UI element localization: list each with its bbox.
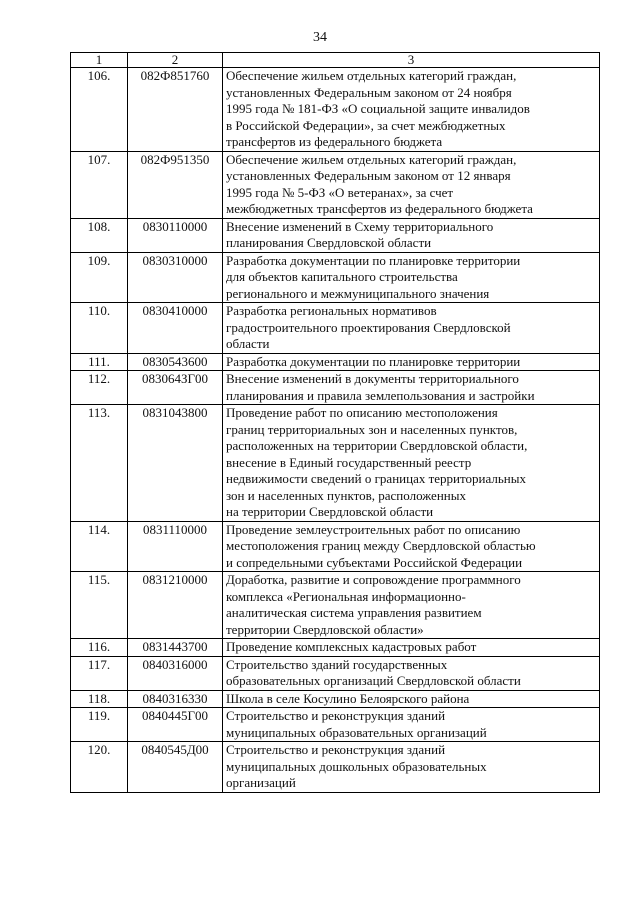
row-description [223,656,600,690]
description-line: муниципальных образовательных организаций [226,724,487,740]
row-number: 116. [71,639,128,657]
table-row [71,742,600,793]
header-col-3: 3 [223,53,600,68]
row-description [223,252,600,303]
row-description [223,521,600,572]
row-description [223,572,600,639]
description-line: Обеспечение жильем отдельных категорий граждан, [226,151,517,167]
description-line: планирования и правила землепользования и застройки [226,387,535,403]
description-line: межбюджетных трансфертов из федерального бюджета [226,201,533,216]
row-number: 109. [71,252,128,303]
description-line: Внесение изменений в Схему территориального [226,218,494,234]
description-line: Внесение изменений в документы территориального [226,371,519,386]
description-line: Строительство и реконструкция зданий [226,708,446,723]
row-description [223,405,600,522]
budget-codes-table [70,52,600,793]
description-line: местоположения границ между Свердловской областью [226,538,536,553]
description-line: территории Свердловской области» [226,621,424,637]
row-code: 0840545Д00 [128,742,223,793]
description-line: Школа в селе Косулино Белоярского района [226,690,470,706]
description-line: расположенных на территории Свердловской области, [226,438,528,453]
row-code: 0830543600 [128,353,223,371]
row-description [223,68,600,152]
row-number: 118. [71,690,128,708]
description-line: 1995 года № 181-ФЗ «О социальной защите инвалидов [226,101,530,116]
row-code: 0840316000 [128,656,223,690]
description-line: градостроительного проектирования Свердловской [226,319,511,335]
table-row [71,405,600,522]
description-line: Строительство и реконструкция зданий [226,742,446,757]
row-description [223,690,600,708]
row-description [223,742,600,793]
table-header [71,53,600,68]
description-line: комплекса «Региональная информационно- [226,588,466,604]
description-line: установленных Федеральным законом от 12 января [226,168,511,183]
header-row [71,53,600,68]
row-code: 0831210000 [128,572,223,639]
row-number: 113. [71,405,128,522]
table-row [71,218,600,252]
row-code: 0840316330 [128,690,223,708]
table-row [71,521,600,572]
row-code: 0830310000 [128,252,223,303]
table-body [71,68,600,793]
row-number: 110. [71,303,128,354]
description-line: на территории Свердловской области [226,504,434,519]
row-code: 0840445Г00 [128,708,223,742]
row-code: 0830410000 [128,303,223,354]
description-line: регионального и межмуниципального значения [226,285,490,301]
row-code: 082Ф951350 [128,151,223,218]
description-line: муниципальных дошкольных образовательных [226,758,487,774]
table-row [71,303,600,354]
description-line: Разработка документации по планировке территории [226,353,521,369]
row-code: 083064ЗГ00 [128,371,223,405]
row-code: 0831110000 [128,521,223,572]
row-description [223,353,600,371]
table-row [71,639,600,657]
description-line: 1995 года № 5-ФЗ «О ветеранах», за счет [226,184,454,200]
table-row [71,252,600,303]
row-code: 082Ф851760 [128,68,223,152]
row-number: 106. [71,68,128,152]
table-row [71,68,600,152]
row-number: 108. [71,218,128,252]
row-code: 0831443700 [128,639,223,657]
row-number: 117. [71,656,128,690]
row-description [223,708,600,742]
table-row [71,572,600,639]
table-row [71,708,600,742]
description-line: области [226,336,270,351]
row-description [223,371,600,405]
description-line: планирования Свердловской области [226,235,432,250]
description-line: и сопредельными субъектами Российской Федерации [226,554,523,570]
row-number: 115. [71,572,128,639]
table-row [71,690,600,708]
table-row [71,656,600,690]
page-number: 34 [313,30,327,45]
description-line: Доработка, развитие и сопровождение программного [226,572,521,587]
row-code: 0831043800 [128,405,223,522]
description-line: аналитическая система управления развитием [226,605,482,620]
row-description [223,151,600,218]
table-row [71,353,600,371]
description-line: в Российской Федерации», за счет межбюджетных [226,117,506,133]
description-line: Обеспечение жильем отдельных категорий граждан, [226,68,517,83]
row-description [223,218,600,252]
description-line: Проведение землеустроительных работ по описанию [226,521,521,537]
description-line: образовательных организаций Свердловской области [226,673,521,688]
description-line: установленных Федеральным законом от 24 ноября [226,84,512,100]
row-number: 111. [71,353,128,371]
description-line: зон и населенных пунктов, расположенных [226,487,466,503]
header-col-1: 1 [71,53,128,68]
row-description [223,303,600,354]
description-line: Проведение работ по описанию местоположения [226,405,498,420]
row-code: 0830110000 [128,218,223,252]
description-line: границ территориальных зон и населенных пунктов, [226,421,518,437]
header-col-2: 2 [128,53,223,68]
row-number: 112. [71,371,128,405]
description-line: внесение в Единый государственный реестр [226,454,472,470]
description-line: для объектов капитального строительства [226,269,458,284]
description-line: Строительство зданий государственных [226,656,448,672]
row-number: 114. [71,521,128,572]
description-line: трансфертов из федерального бюджета [226,134,443,149]
row-description [223,639,600,657]
description-line: недвижимости сведений о границах территориальных [226,471,526,486]
description-line: Разработка региональных нормативов [226,303,437,318]
row-number: 119. [71,708,128,742]
table-row [71,151,600,218]
row-number: 107. [71,151,128,218]
row-number: 120. [71,742,128,793]
description-line: организаций [226,775,296,790]
description-line: Разработка документации по планировке территории [226,252,521,268]
table-row [71,371,600,405]
description-line: Проведение комплексных кадастровых работ [226,639,477,654]
